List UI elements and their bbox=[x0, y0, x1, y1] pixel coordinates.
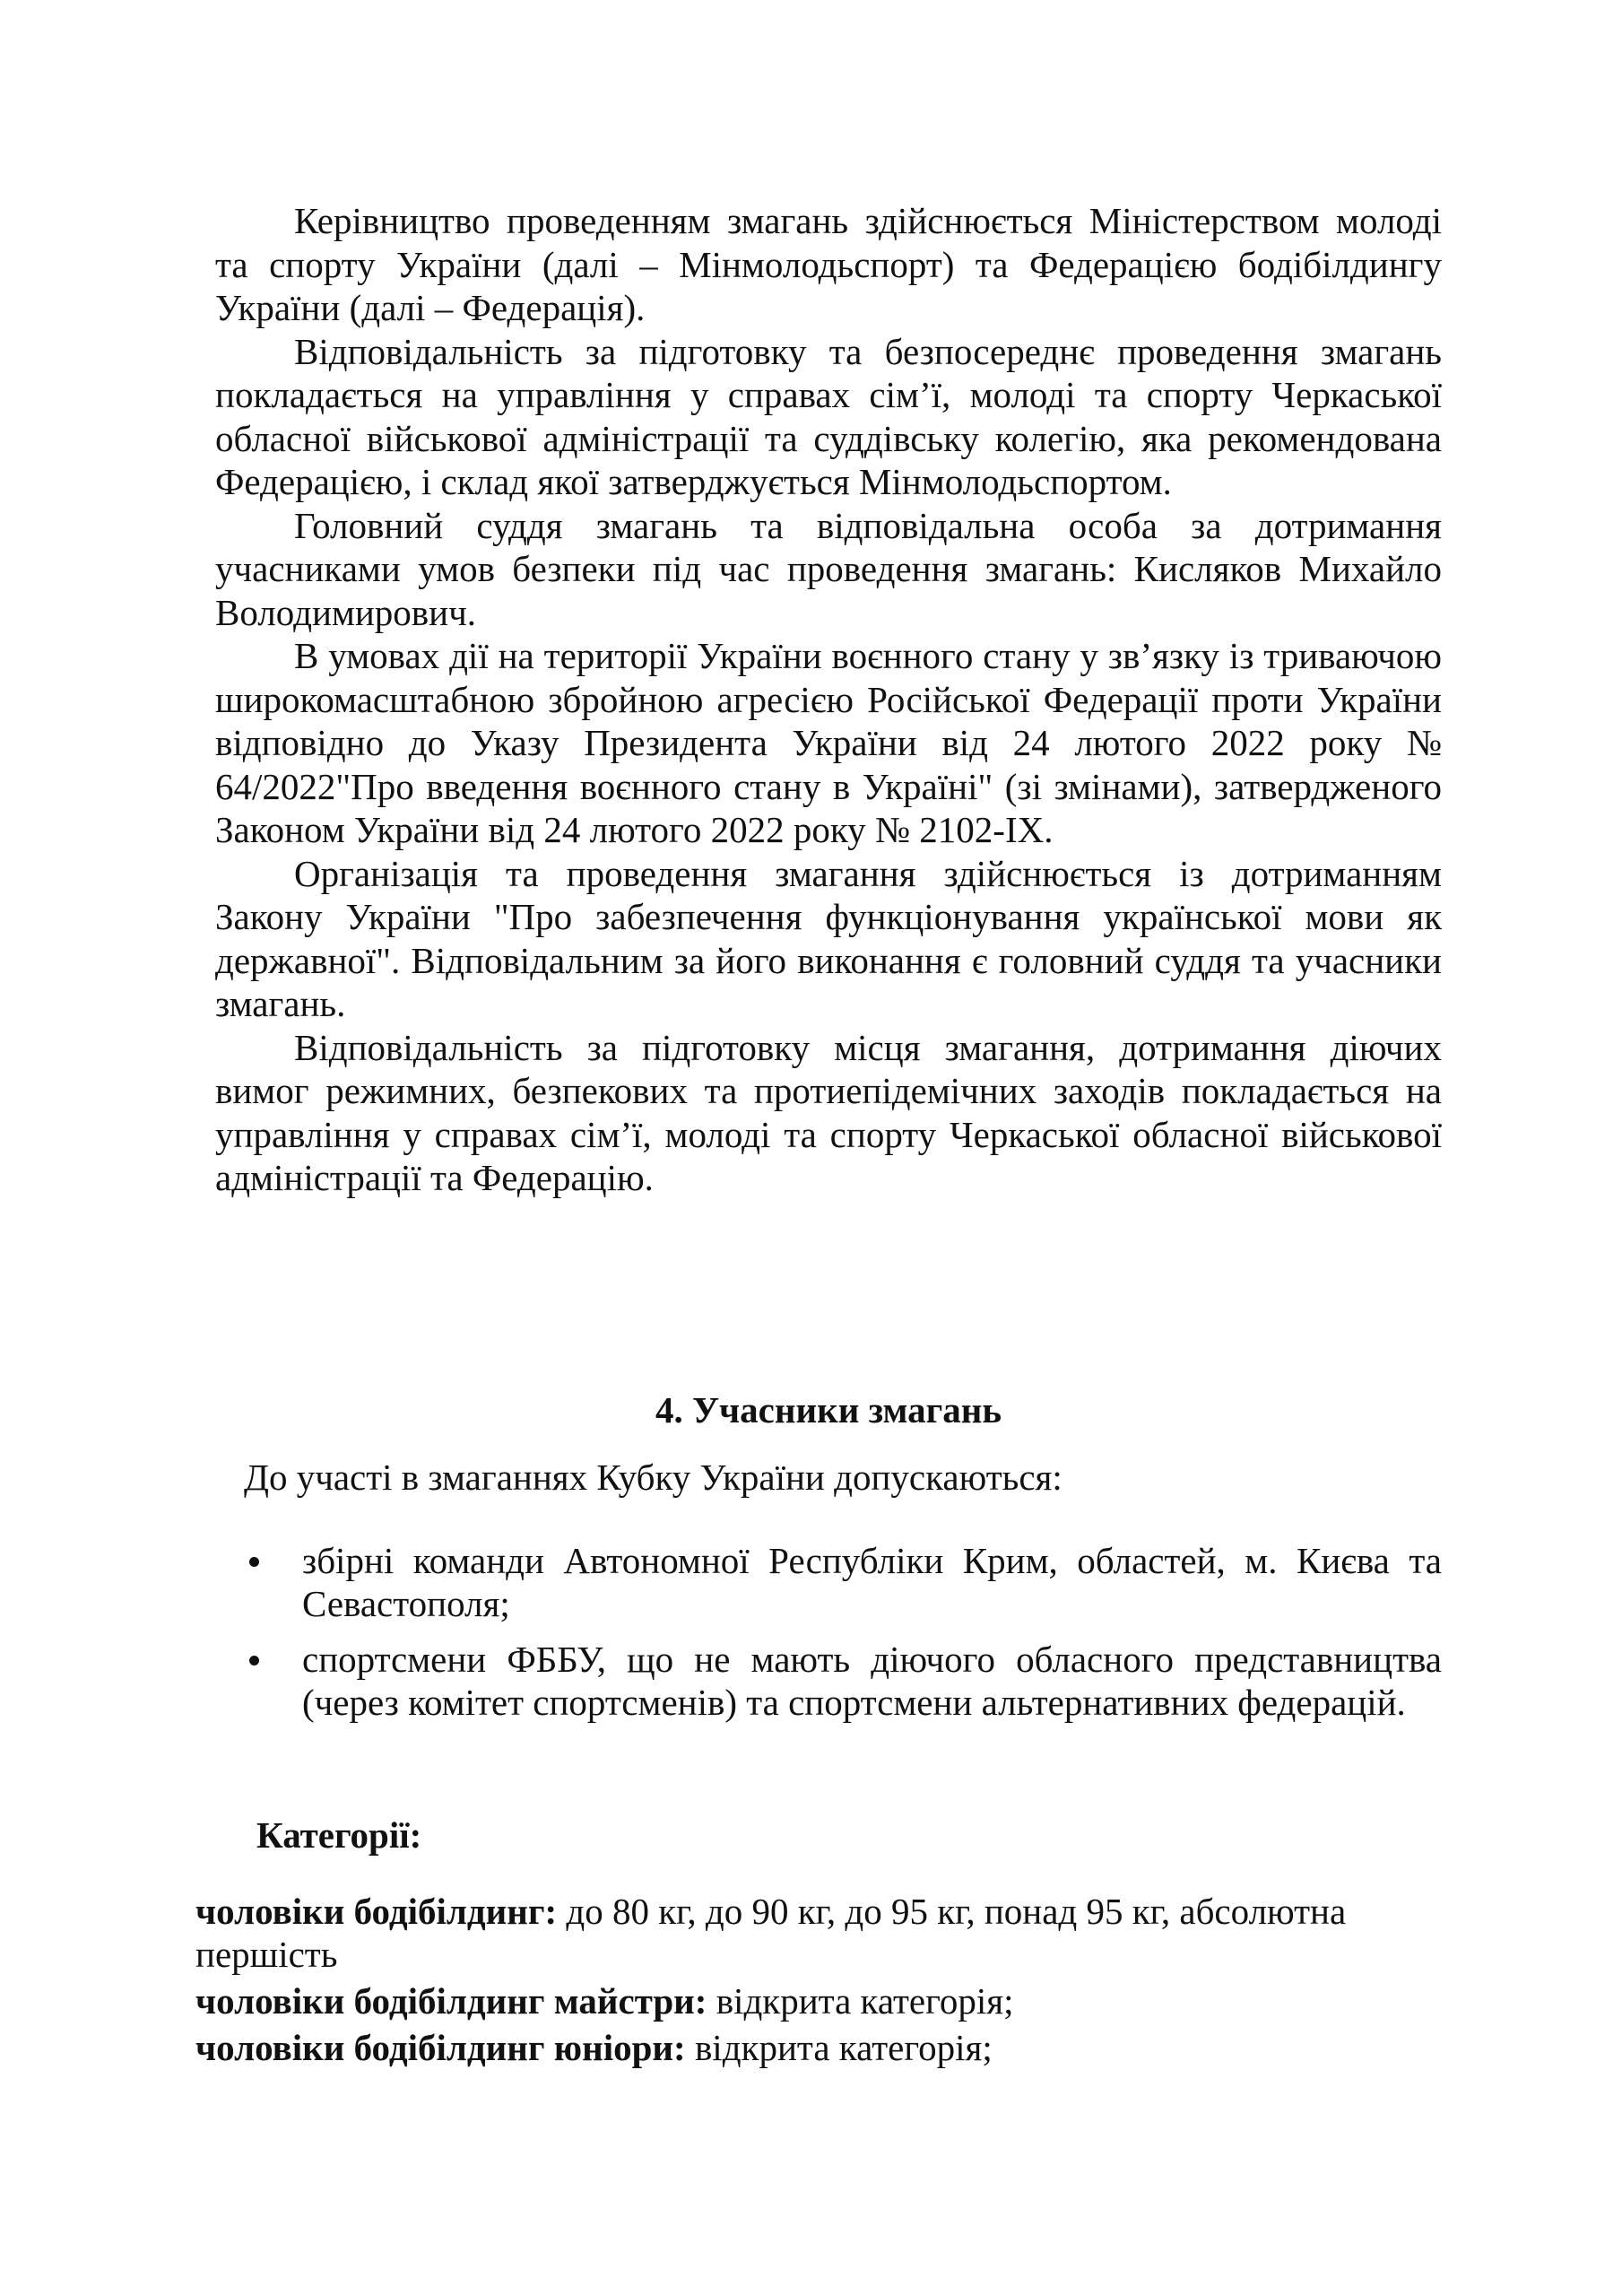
section-intro: До участі в змаганнях Кубку України допускаються: bbox=[244, 1457, 1063, 1498]
eligibility-list bbox=[215, 1539, 1442, 1736]
body-paragraphs bbox=[215, 199, 1442, 1200]
categories-heading: Категорії: bbox=[256, 1814, 422, 1856]
category-label: чоловіки бодібілдинг майстри: bbox=[195, 1980, 707, 2022]
categories-list bbox=[195, 1890, 1444, 2073]
list-item-text: спортсмени ФББУ, що не мають діючого обласного представництва (через комітет спортсменів) та спортсмени альтернативних федерацій. bbox=[302, 1639, 1442, 1723]
category-text: до 80 кг, до 90 кг, до 95 кг, понад 95 кг, абсолютна першість bbox=[195, 1891, 1347, 1975]
bullet-icon bbox=[249, 1557, 259, 1567]
paragraph-responsibility: Відповідальність за підготовку та безпосереднє проведення змагань покладається на управління у справах сім’ї, молоді та спорту Черкаської обласної військової адміністрації та суддівську колегію, яка рекомендована Федерацією, і склад якої затверджується Мінмолодьспортом. bbox=[215, 330, 1442, 502]
category-label: чоловіки бодібілдинг: bbox=[195, 1891, 558, 1932]
category-line bbox=[195, 1979, 1444, 2022]
bullet-icon bbox=[249, 1656, 259, 1665]
list-item-text: збірні команди Автономної Республіки Крим, областей, м. Києва та Севастополя; bbox=[302, 1540, 1442, 1624]
paragraph-martial-law: В умовах дії на території України воєнного стану у зв’язку із триваючою широкомасштабною збройною агресією Російської Федерації проти України відповідно до Указу Президента України від 24 лютого 2022 року № 64/2022"Про введення воєнного стану в Україні" (зі змінами), затвердженого Законом України від 24 лютого 2022 року № 2102-IX. bbox=[215, 635, 1442, 850]
list-item bbox=[215, 1638, 1442, 1724]
category-line bbox=[195, 1890, 1444, 1976]
category-line bbox=[195, 2026, 1444, 2069]
paragraph-leadership: Керівництво проведенням змагань здійснюється Міністерством молоді та спорту України (далі – Мінмолодьспорт) та Федерацією бодібілдингу України (далі – Федерація). bbox=[215, 200, 1442, 328]
paragraph-chief-judge: Головний суддя змагань та відповідальна особа за дотримання учасниками умов безпеки під час проведення змагань: Кисляков Михайло Володимирович. bbox=[215, 504, 1442, 633]
category-label: чоловіки бодібілдинг юніори: bbox=[195, 2027, 686, 2068]
category-text: відкрита категорія; bbox=[685, 2027, 993, 2068]
paragraph-venue-responsibility: Відповідальність за підготовку місця змагання, дотримання діючих вимог режимних, безпекових та протиепідемічних заходів покладається на управління у справах сім’ї, молоді та спорту Черкаської обласної військової адміністрації та Федерацію. bbox=[215, 1026, 1442, 1198]
section-heading: 4. Учасники змагань bbox=[655, 1389, 1002, 1431]
category-text: відкрита категорія; bbox=[707, 1980, 1014, 2022]
list-item bbox=[215, 1539, 1442, 1625]
paragraph-language-law: Організація та проведення змагання здійснюється із дотриманням Закону України "Про забезпечення функціонування української мови як державної". Відповідальним за його виконання є головний суддя та учасники змагань. bbox=[215, 852, 1442, 1024]
